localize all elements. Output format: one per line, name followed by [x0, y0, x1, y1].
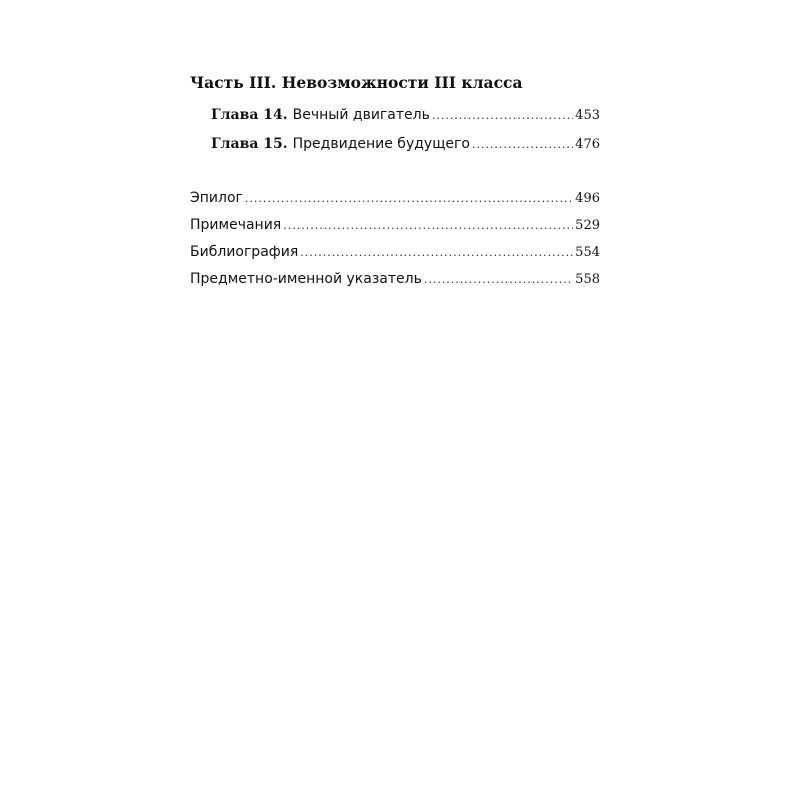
page-number: 554 [575, 245, 600, 260]
leader-dots [300, 239, 573, 266]
toc-entry-index[interactable] [190, 266, 600, 293]
page-number: 496 [575, 191, 600, 206]
page-number: 558 [575, 272, 600, 287]
leader-dots [432, 101, 573, 130]
leader-dots [472, 130, 573, 159]
toc-entry-bibliography[interactable] [190, 239, 600, 266]
table-of-contents [190, 72, 600, 293]
chapter-number: Глава 15. [211, 136, 288, 152]
entry-title: Эпилог [190, 190, 243, 206]
chapter-title: Вечный двигатель [292, 107, 430, 123]
toc-entry-notes[interactable] [190, 212, 600, 239]
entry-title: Примечания [190, 217, 282, 233]
part-title: Невозможности III класса [281, 73, 523, 92]
toc-entry-chapter-14[interactable] [211, 101, 600, 130]
chapter-number: Глава 14. [211, 107, 288, 123]
entry-title: Библиография [190, 244, 299, 260]
entry-title: Предметно-именной указатель [190, 271, 422, 287]
part-label: Часть III [190, 73, 271, 92]
part-separator: . [270, 73, 282, 92]
page-number: 529 [575, 218, 600, 233]
leader-dots [424, 266, 573, 293]
leader-dots [283, 212, 573, 239]
leader-dots [245, 185, 573, 212]
page-number: 453 [575, 108, 600, 123]
toc-entry-epilogue[interactable] [190, 185, 600, 212]
page-number: 476 [575, 137, 600, 152]
toc-entry-chapter-15[interactable] [211, 130, 600, 159]
chapter-title: Предвидение будущего [292, 136, 470, 152]
section-spacer [190, 159, 600, 185]
part-heading [190, 72, 600, 94]
